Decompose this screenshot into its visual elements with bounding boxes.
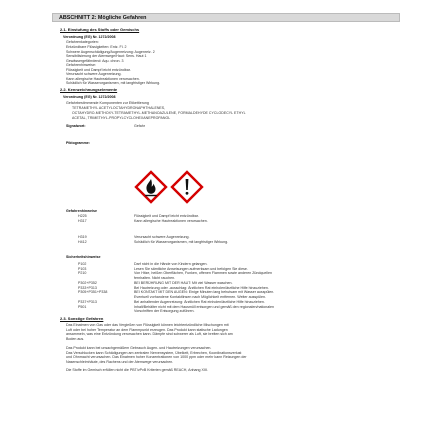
class-line: Entzündbare Flüssigkeiten: Entz. Fl. 2 — [66, 45, 127, 49]
regulation-label: Verordnung (EG) Nr. 1272/2008 — [63, 95, 116, 99]
paragraph-line: Das Verschlucken kann Schädigungen am zentralen Nervensystem, Übelkeit, Erbrechen, Koordinationsverlust — [66, 350, 242, 355]
h-code: H412 — [78, 240, 87, 244]
p-code: P333+P313 — [78, 285, 97, 290]
paragraph-line: ansammeln, was eine Entzündung verursachen kann. Dämpfe sind schwerer als Luft, sie breiten sich am — [66, 332, 233, 336]
p-code: P501 — [78, 304, 87, 309]
class-line: Schwere Augenschädigung/Augenreizung: Augenreiz. 2 — [66, 49, 155, 54]
p-text: Darf nicht in die Hände von Kindern gelangen. — [134, 262, 208, 266]
h-text: Verursacht schwere Augenreizung. — [134, 235, 190, 239]
subsection-2-2-heading: 2.2. Kennzeichnungselemente — [60, 87, 118, 92]
p-code: P210 — [78, 271, 87, 275]
components-label: Gefahrbestimmende Komponenten zur Etikettierung — [66, 101, 149, 105]
hazard-line: Verursacht schwere Augenreizung. — [66, 72, 122, 76]
p-text: BEI KONTAKT MIT DEN AUGEN: Einige Minuten lang behutsam mit Wasser ausspülen. — [134, 290, 275, 294]
paragraph-line: Die Stoffe im Gemisch erfüllen nicht die PBT/vPvB Kriterien gemäß REACH, Anhang XIII. — [66, 368, 208, 372]
paragraph-line: Das Produkt kann bei unsachgemäßem Gebrauch Augen- und Hautreizungen verursachen. — [66, 346, 212, 350]
p-text: Lesen Sie sämtliche Anweisungen aufmerksam und befolgen Sie diese. — [134, 266, 248, 271]
signal-word-value: Gefahr — [134, 124, 145, 128]
class-line: Gewässergefährdend: Aqu. chron. 3 — [66, 58, 124, 63]
exclamation-pictogram-icon — [170, 170, 204, 204]
hazards-label: Gefahrenhinweise: — [66, 63, 96, 67]
p-text: Vorschriften der Entsorgung zuführen. — [134, 309, 195, 313]
p-text: Inhalt/Behälter nicht mit dem Hausmüll entsorgen und gemäß den regionalen/nationalen — [134, 304, 275, 309]
p-text: Bei Hautreizung oder -ausschlag: Ärztlichen Rat einholen/ärztliche Hilfe hinzuziehen. — [134, 285, 269, 290]
p-text: fernhalten. Nicht rauchen. — [134, 275, 176, 280]
hazard-line: Schädlich für Wasserorganismen, mit langfristiger Wirkung. — [66, 81, 161, 85]
p-code: P305+P351+P338 — [78, 290, 108, 294]
paragraph-line: und Ohnmacht verursachen. Das Einatmen hoher Konzentrationen von 1000 ppm oder mehr kann Reizungen der — [66, 355, 247, 359]
hazard-line: Flüssigkeit und Dampf leicht entzündbar. — [66, 67, 131, 72]
component-line: TETRAMETHYL ACETYLOCTAHYDRONAPHTHALENES, — [72, 106, 166, 110]
paragraph-line: Luft oder bei hoher Temperatur an dem Flammpunkt erzeugen. Das Produkt kann statische Ladungen — [66, 327, 228, 332]
component-line: ACETAL, TRIMETHYL-PROPYLCYCLOHEXANEPROPANOL — [72, 116, 171, 120]
p-text: Bei anhaltender Augenreizung: Ärztlichen Rat einholen/ärztliche Hilfe hinzuziehen. — [134, 300, 265, 304]
class-line: Sensibilisierung der Atemwege/Haut: Sens. Haut 1 — [66, 54, 147, 58]
paragraph-line: Das Einatmen von Gas oder das Vergießen von Flüssigkeit können leichtentzündliche Mischungen mit — [66, 323, 229, 327]
pictograms-label: Piktogramme: — [66, 141, 90, 145]
regulation-label: Verordnung (EG) Nr. 1272/2008 — [63, 35, 116, 39]
paragraph-line: Nasenschleimhäute, des Rachens und der Atemwege verursachen. — [66, 359, 174, 364]
h-code: H319 — [78, 235, 87, 239]
h-code: H317 — [78, 219, 87, 223]
p-text: Von Hitze, heißen Oberflächen, Funken, offenen Flammen sowie anderen Zündquellen — [134, 271, 272, 275]
classes-label: Gefahrenkategorien: — [66, 40, 99, 44]
h-code: H225 — [78, 214, 87, 218]
p-code: P103 — [78, 266, 87, 271]
h-text: Schädlich für Wasserorganismen, mit langfristiger Wirkung. — [134, 240, 229, 244]
precautionary-label: Sicherheitshinweise — [66, 255, 101, 259]
hazard-line: Kann allergische Hautreaktionen verursachen. — [66, 76, 140, 81]
p-code: P302+P352 — [78, 281, 97, 285]
h-text: Kann allergische Hautreaktionen verursachen. — [134, 219, 208, 223]
hazard-statements-label: Gefahrenhinweise — [66, 209, 97, 213]
section-header — [52, 13, 400, 22]
paragraph-line: Boden aus. — [66, 336, 85, 341]
signal-word-label: Signalwort: — [66, 124, 86, 128]
p-code: P102 — [78, 262, 87, 266]
subsection-2-3-heading: 2.3. Sonstige Gefahren — [60, 316, 104, 321]
subsection-2-1-heading: 2.1. Einstufung des Stoffs oder Gemischs — [60, 27, 140, 32]
h-text: Flüssigkeit und Dampf leicht entzündbar. — [134, 214, 199, 218]
p-text: Eventuell vorhandene Kontaktlinsen nach Möglichkeit entfernen. Weiter ausspülen. — [134, 294, 266, 299]
component-line: OCTAHYDRO-METHOXY-TETRAMETHYL-METHANOAZULENE, FORMALDEHYDE CYCLODECYL ETHYL — [72, 111, 246, 115]
p-code: P337+P313 — [78, 300, 97, 304]
section-title: ABSCHNITT 2: Mögliche Gefahren — [59, 15, 147, 21]
flame-pictogram-icon — [134, 170, 168, 204]
p-text: BEI BERÜHRUNG MIT DER HAUT: Mit viel Wasser waschen. — [134, 281, 233, 285]
